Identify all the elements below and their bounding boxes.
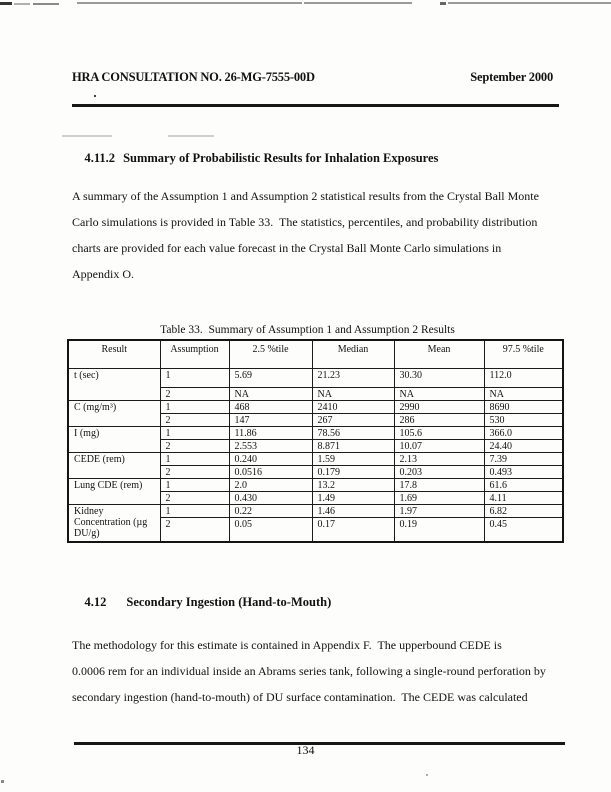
scan-artifact [440, 2, 446, 5]
table-cell: 2410 [312, 401, 394, 414]
table-cell: 1 [160, 479, 229, 492]
table-cell: 0.19 [394, 518, 484, 542]
table-cell: 1 [160, 453, 229, 466]
results-table [67, 339, 564, 543]
table-cell: 0.240 [229, 453, 312, 466]
table-cell: 61.6 [484, 479, 563, 492]
row-label: C (mg/m³) [68, 401, 160, 427]
column-header-median: Median [312, 340, 394, 369]
row-label: t (sec) [68, 369, 160, 401]
table-cell: 8690 [484, 401, 563, 414]
column-header-2-5-tile: 2.5 %tile [229, 340, 312, 369]
table-cell: 4.11 [484, 492, 563, 505]
table-cell: 2.553 [229, 440, 312, 453]
table-cell: NA [394, 388, 484, 401]
table-cell: 2 [160, 492, 229, 505]
table-cell: 0.430 [229, 492, 312, 505]
table-cell: 10.07 [394, 440, 484, 453]
table-cell: NA [484, 388, 563, 401]
table-cell: 1 [160, 427, 229, 440]
table-cell: 5.69 [229, 369, 312, 388]
table-cell: 0.179 [312, 466, 394, 479]
paragraph-methodology [72, 632, 562, 710]
table-cell: 1.97 [394, 505, 484, 518]
section-number: 4.12 [84, 595, 107, 609]
section-heading-4-12 [72, 580, 331, 625]
table-cell: 78.56 [312, 427, 394, 440]
table-cell: 267 [312, 414, 394, 427]
paragraph-line: Carlo simulations is provided in Table 33. The statistics, percentiles, and probability distribution [72, 215, 538, 229]
table-cell: 0.493 [484, 466, 563, 479]
paragraph-line: The methodology for this estimate is contained in Appendix F. The upperbound CEDE is [72, 638, 502, 652]
column-header-assumption: Assumption [160, 340, 229, 369]
table-cell: 468 [229, 401, 312, 414]
section-number: 4.11.2 [84, 151, 116, 165]
page-header [72, 70, 553, 85]
table-cell: 30.30 [394, 369, 484, 388]
report-date: September 2000 [470, 70, 553, 84]
table-row [68, 401, 563, 414]
table-cell: 2 [160, 414, 229, 427]
table-cell: 1.49 [312, 492, 394, 505]
scan-artifact [426, 774, 428, 776]
table-cell: 21.23 [312, 369, 394, 388]
table-cell: 6.82 [484, 505, 563, 518]
paragraph-line: Appendix O. [72, 267, 134, 281]
row-label: Lung CDE (rem) [68, 479, 160, 505]
table-cell: 147 [229, 414, 312, 427]
table-cell: 2.0 [229, 479, 312, 492]
paragraph-line: secondary ingestion (hand-to-mouth) of DU surface contamination. The CEDE was calculated [72, 690, 528, 704]
table-row [68, 453, 563, 466]
table-cell: 0.203 [394, 466, 484, 479]
table-cell: 286 [394, 414, 484, 427]
table-cell: 0.22 [229, 505, 312, 518]
table-cell: 112.0 [484, 369, 563, 388]
table-cell: 1.59 [312, 453, 394, 466]
section-title: Secondary Ingestion (Hand-to-Mouth) [126, 595, 332, 609]
table-header-row [68, 340, 563, 369]
table-cell: 13.2 [312, 479, 394, 492]
row-label: CEDE (rem) [68, 453, 160, 479]
table-cell: 0.05 [229, 518, 312, 542]
column-header-97-5-tile: 97.5 %tile [484, 340, 563, 369]
scan-artifact [94, 95, 96, 97]
table-cell: 1.69 [394, 492, 484, 505]
paragraph-line: A summary of the Assumption 1 and Assumption 2 statistical results from the Crystal Ball Monte [72, 189, 539, 203]
column-header-mean: Mean [394, 340, 484, 369]
table-cell: 0.45 [484, 518, 563, 542]
table-cell: 1 [160, 369, 229, 388]
row-label: Kidney Concentration (µg DU/g) [68, 505, 160, 542]
table-cell: 17.8 [394, 479, 484, 492]
table-cell: 8.871 [312, 440, 394, 453]
table-cell: 24.40 [484, 440, 563, 453]
column-header-result: Result [68, 340, 160, 369]
table-cell: 11.86 [229, 427, 312, 440]
header-rule [72, 104, 559, 107]
section-heading-4-11-2 [72, 136, 438, 181]
scan-artifact [1, 780, 4, 783]
table-cell: 105.6 [394, 427, 484, 440]
table-cell: 2 [160, 440, 229, 453]
table-caption: Table 33. Summary of Assumption 1 and Assumption 2 Results [160, 324, 455, 336]
table-cell: 2 [160, 518, 229, 542]
table-cell: 1 [160, 505, 229, 518]
paragraph-summary [72, 183, 562, 287]
section-title: Summary of Probabilistic Results for Inhalation Exposures [123, 151, 439, 165]
table-cell: 366.0 [484, 427, 563, 440]
table-cell: 0.0516 [229, 466, 312, 479]
table-cell: 2990 [394, 401, 484, 414]
table-cell: 2 [160, 388, 229, 401]
table-cell: 2 [160, 466, 229, 479]
table-row [68, 479, 563, 492]
scan-artifact [33, 3, 59, 5]
table-cell: NA [312, 388, 394, 401]
table-cell: NA [229, 388, 312, 401]
row-label: I (mg) [68, 427, 160, 453]
scan-artifact [14, 3, 30, 5]
scan-artifact [77, 2, 302, 4]
scan-artifact [0, 2, 12, 5]
table-row [68, 369, 563, 388]
scan-artifact [304, 2, 412, 4]
table-cell: 530 [484, 414, 563, 427]
table-row [68, 427, 563, 440]
table-cell: 7.39 [484, 453, 563, 466]
table-cell: 1 [160, 401, 229, 414]
table-row [68, 505, 563, 518]
page-number: 134 [296, 743, 315, 757]
scan-artifact [448, 2, 611, 4]
table-cell: 2.13 [394, 453, 484, 466]
table-cell: 0.17 [312, 518, 394, 542]
report-number: HRA CONSULTATION NO. 26-MG-7555-00D [72, 70, 315, 84]
paragraph-line: 0.0006 rem for an individual inside an Abrams series tank, following a single-round perforation by [72, 664, 546, 678]
paragraph-line: charts are provided for each value forecast in the Crystal Ball Monte Carlo simulations in [72, 241, 502, 255]
table-cell: 1.46 [312, 505, 394, 518]
